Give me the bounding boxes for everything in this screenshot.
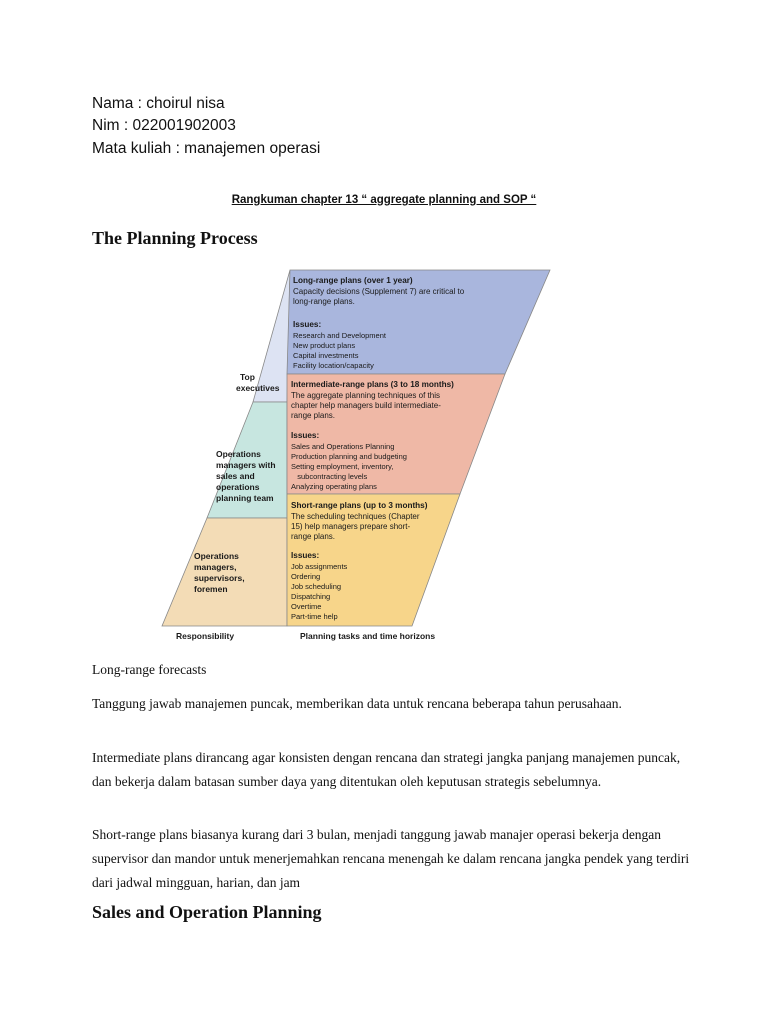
student-nim: Nim : 022001902003 bbox=[92, 117, 236, 134]
long-range-desc-2: long-range plans. bbox=[293, 297, 355, 306]
short-range-issue-1: Job assignments bbox=[291, 562, 348, 571]
short-range-issue-2: Ordering bbox=[291, 572, 321, 581]
who-mgr-line-4: foremen bbox=[194, 584, 228, 594]
document-subtitle: Rangkuman chapter 13 “ aggregate planning and SOP “ bbox=[231, 194, 537, 206]
intermediate-range-title: Intermediate-range plans (3 to 18 months) bbox=[291, 380, 454, 389]
short-range-desc-3: range plans. bbox=[291, 532, 336, 541]
short-range-issue-3: Job scheduling bbox=[291, 582, 342, 591]
short-range-issue-5: Overtime bbox=[291, 602, 322, 611]
short-range-issue-6: Part-time help bbox=[291, 612, 338, 621]
short-range-desc-1: The scheduling techniques (Chapter bbox=[291, 512, 420, 521]
who-mgr-line-2: managers, bbox=[194, 562, 237, 572]
course-name: Mata kuliah : manajemen operasi bbox=[92, 140, 321, 157]
paragraph-top-management: Tanggung jawab manajemen puncak, memberikan data untuk rencana beberapa tahun perusahaan. bbox=[92, 696, 622, 711]
section-title-planning-process: The Planning Process bbox=[92, 228, 258, 248]
long-range-issue-1: Research and Development bbox=[293, 331, 386, 340]
long-range-title: Long-range plans (over 1 year) bbox=[293, 276, 413, 285]
student-name: Nama : choirul nisa bbox=[92, 95, 225, 112]
band-operations-managers bbox=[162, 518, 287, 626]
intermediate-range-issue-5: Analyzing operating plans bbox=[291, 482, 377, 491]
intermediate-range-issue-3: Setting employment, inventory, bbox=[291, 462, 394, 471]
planning-diagram-svg bbox=[160, 266, 560, 646]
long-range-issue-2: New product plans bbox=[293, 341, 356, 350]
who-ops-line-3: sales and bbox=[216, 471, 255, 481]
paragraph-intermediate: Intermediate plans dirancang agar konsisten dengan rencana dan strategi jangka panjang manajemen puncak, dan bekerja dalam batasan sumber daya yang ditentukan oleh keputusan strategis sebelumnya. bbox=[92, 750, 681, 789]
who-mgr-line-1: Operations bbox=[194, 551, 239, 561]
who-ops-line-2: managers with bbox=[216, 460, 276, 470]
short-range-desc-2: 15) help managers prepare short- bbox=[291, 522, 411, 531]
long-range-issue-3: Capital investments bbox=[293, 351, 359, 360]
short-range-title: Short-range plans (up to 3 months) bbox=[291, 501, 428, 510]
long-range-desc-1: Capacity decisions (Supplement 7) are critical to bbox=[293, 287, 465, 296]
intermediate-range-issue-4: subcontracting levels bbox=[291, 472, 368, 481]
paragraph-short-range: Short-range plans biasanya kurang dari 3 bulan, menjadi tanggung jawab manajer operasi bekerja dengan supervisor dan mandor untuk menerjemahkan rencana menengah ke dalam rencana jangka pendek yang terdiri dari jadwal mingguan, harian, dan jam bbox=[92, 827, 690, 890]
intermediate-range-desc-1: The aggregate planning techniques of this bbox=[291, 391, 440, 400]
who-ops-line-5: planning team bbox=[216, 493, 274, 503]
intermediate-range-issue-2: Production planning and budgeting bbox=[291, 452, 407, 461]
who-mgr-line-3: supervisors, bbox=[194, 573, 245, 583]
tasks-label: Planning tasks and time horizons bbox=[300, 631, 436, 641]
section-title-sop: Sales and Operation Planning bbox=[92, 902, 322, 922]
who-top-line-1: Top bbox=[240, 372, 255, 382]
long-range-issue-4: Facility location/capacity bbox=[293, 361, 374, 370]
paragraph-long-range: Long-range forecasts bbox=[92, 662, 207, 677]
who-ops-line-4: operations bbox=[216, 482, 260, 492]
intermediate-range-desc-3: range plans. bbox=[291, 411, 336, 420]
who-ops-line-1: Operations bbox=[216, 449, 261, 459]
who-top-line-2: executives bbox=[236, 383, 280, 393]
planning-process-diagram bbox=[160, 266, 560, 646]
intermediate-range-issue-1: Sales and Operations Planning bbox=[291, 442, 395, 451]
short-range-issues-label: Issues: bbox=[291, 551, 320, 560]
intermediate-range-desc-2: chapter help managers build intermediate- bbox=[291, 401, 441, 410]
intermediate-range-issues-label: Issues: bbox=[291, 431, 320, 440]
long-range-issues-label: Issues: bbox=[293, 320, 322, 329]
responsibility-label: Responsibility bbox=[176, 631, 235, 641]
short-range-issue-4: Dispatching bbox=[291, 592, 331, 601]
